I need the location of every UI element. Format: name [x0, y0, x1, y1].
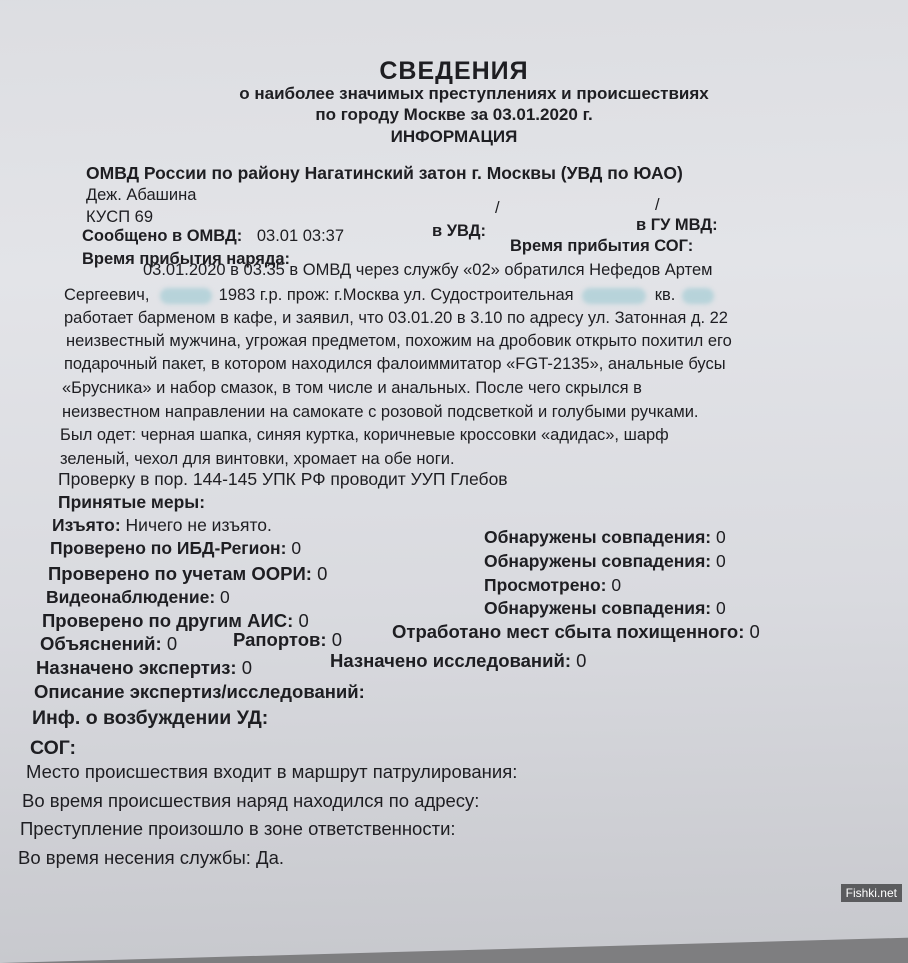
- viewed-label: Просмотрено:: [484, 575, 607, 595]
- narrative-line: работает барменом в кафе, и заявил, что 03.01.20 в 3.10 по адресу ул. Затонная д. 22: [64, 310, 728, 327]
- watermark: Fishki.net: [841, 884, 902, 902]
- places-row: [392, 623, 760, 642]
- doc-subtitle: о наиболее значимых преступлениях и происшествиях: [20, 85, 908, 102]
- criminal-case-label: Инф. о возбуждении УД:: [32, 709, 268, 729]
- places-label: Отработано мест сбыта похищенного:: [392, 621, 744, 642]
- research-value: 0: [576, 650, 586, 671]
- match-row: [484, 600, 726, 618]
- reported-label: Сообщено в ОМВД:: [82, 227, 242, 245]
- gu-mvd-label: в ГУ МВД:: [636, 217, 718, 234]
- arrival-sog-label: Время прибытия СОГ:: [510, 238, 693, 255]
- research-label: Назначено исследований:: [330, 650, 571, 671]
- ais-value: 0: [298, 610, 308, 631]
- slash-mark: /: [655, 197, 660, 214]
- department-line: ОМВД России по району Нагатинский затон г. Москвы (УВД по ЮАО): [86, 165, 683, 183]
- slash-mark: /: [495, 200, 500, 217]
- seized-row: [52, 517, 272, 535]
- reported-row: [82, 228, 344, 245]
- explain-label: Объяснений:: [40, 633, 162, 654]
- arrival-unit-label: Время прибытия наряда:: [82, 251, 290, 268]
- exp-value: 0: [242, 657, 252, 678]
- viewed-row: [484, 577, 621, 595]
- narrative-line: 03.01.2020 в 03.35 в ОМВД через службу «02» обратился Нефедов Артем: [143, 262, 713, 279]
- video-row: [46, 589, 230, 607]
- measures-heading: Принятые меры:: [58, 494, 205, 512]
- narrative-fragment: 1983 г.р. прож: г.Москва ул. Судостроительная: [219, 286, 574, 304]
- research-row: [330, 652, 586, 671]
- patrol-line: Место происшествия входит в маршрут патрулирования:: [26, 763, 517, 782]
- match-label: Обнаружены совпадения:: [484, 527, 711, 547]
- explain-row: [40, 635, 177, 654]
- narrative-line: «Брусника» и набор смазок, в том числе и анальных. После чего скрылся в: [62, 380, 642, 397]
- explain-value: 0: [167, 633, 177, 654]
- uvd-label: в УВД:: [432, 223, 486, 240]
- reports-value: 0: [332, 629, 342, 650]
- match-label: Обнаружены совпадения:: [484, 598, 711, 618]
- oori-value: 0: [317, 563, 327, 584]
- narrative-line: неизвестном направлении на самокате с розовой подсветкой и голубыми ручками.: [62, 404, 699, 421]
- narrative-line: [64, 287, 714, 304]
- match-value: 0: [716, 598, 726, 618]
- doc-date-line: по городу Москве за 03.01.2020 г.: [0, 106, 908, 123]
- narrative-line: подарочный пакет, в котором находился фалоиммитатор «FGT-2135», анальные бусы: [64, 356, 726, 373]
- reports-row: [233, 631, 342, 650]
- narrative-line: неизвестный мужчина, угрожая предметом, похожим на дробовик открыто похитил его: [66, 333, 732, 350]
- responsibility-zone-line: Преступление произошло в зоне ответственности:: [20, 820, 456, 839]
- narrative-line: Был одет: черная шапка, синяя куртка, коричневые кроссовки «адидас», шарф: [60, 427, 669, 444]
- places-value: 0: [750, 621, 760, 642]
- match-value: 0: [716, 527, 726, 547]
- match-value: 0: [716, 551, 726, 571]
- reports-label: Рапортов:: [233, 629, 327, 650]
- kusp-number: КУСП 69: [86, 209, 153, 226]
- ibd-label: Проверено по ИБД-Регион:: [50, 538, 286, 558]
- expertise-description-label: Описание экспертиз/исследований:: [34, 683, 365, 702]
- narrative-fragment: Сергеевич,: [64, 286, 149, 304]
- seized-label: Изъято:: [52, 515, 121, 535]
- match-row: [484, 529, 726, 547]
- ais-label: Проверено по другим АИС:: [42, 610, 293, 631]
- duty-officer: Деж. Абашина: [86, 187, 196, 204]
- service-line: Во время несения службы: Да.: [18, 849, 284, 868]
- viewed-value: 0: [611, 575, 621, 595]
- check-line: Проверку в пор. 144-145 УПК РФ проводит УУП Глебов: [58, 471, 508, 489]
- seized-value: Ничего не изъято.: [126, 515, 272, 535]
- sog-label: СОГ:: [30, 739, 76, 759]
- redaction: [582, 288, 646, 304]
- ibd-row: [50, 540, 301, 558]
- narrative-line: зеленый, чехол для винтовки, хромает на обе ноги.: [60, 451, 455, 468]
- exp-label: Назначено экспертиз:: [36, 657, 237, 678]
- match-label: Обнаружены совпадения:: [484, 551, 711, 571]
- video-label: Видеонаблюдение:: [46, 587, 215, 607]
- video-value: 0: [220, 587, 230, 607]
- reported-value: 03.01 03:37: [257, 227, 344, 245]
- doc-title: СВЕДЕНИЯ: [0, 59, 908, 84]
- redaction: [682, 288, 714, 304]
- oori-row: [48, 565, 327, 584]
- exp-row: [36, 659, 252, 678]
- narrative-fragment: кв.: [655, 286, 676, 304]
- unit-address-line: Во время происшествия наряд находился по адресу:: [22, 792, 479, 811]
- doc-info-heading: ИНФОРМАЦИЯ: [0, 128, 908, 145]
- ais-row: [42, 612, 309, 631]
- oori-label: Проверено по учетам ООРИ:: [48, 563, 312, 584]
- match-row: [484, 553, 726, 571]
- ibd-value: 0: [291, 538, 301, 558]
- redaction: [160, 288, 212, 304]
